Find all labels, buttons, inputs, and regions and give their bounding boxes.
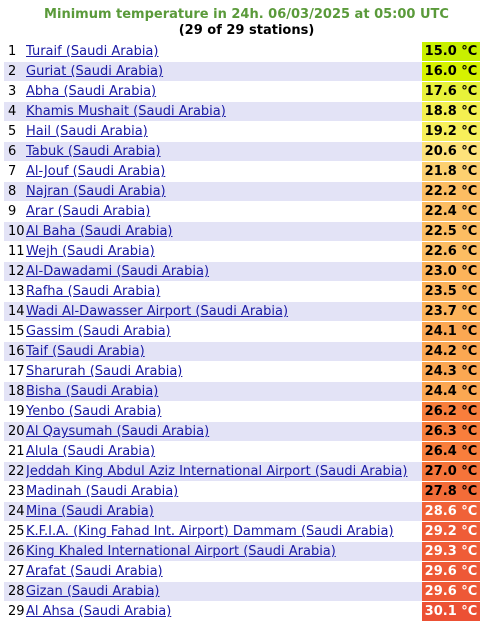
stations-table-body (4, 42, 480, 621)
temperature-cell: 30.1 °C (422, 602, 480, 621)
rank-cell: 11 (4, 242, 26, 261)
station-cell (26, 602, 422, 621)
table-row (4, 342, 480, 361)
rank-cell: 18 (4, 382, 26, 401)
rank-cell: 12 (4, 262, 26, 281)
rank-cell: 7 (4, 162, 26, 181)
temperature-cell: 22.2 °C (422, 182, 480, 201)
station-cell (26, 222, 422, 241)
temperature-cell: 24.3 °C (422, 362, 480, 381)
table-row (4, 542, 480, 561)
station-cell (26, 362, 422, 381)
station-link[interactable]: Madinah (Saudi Arabia) (26, 484, 179, 499)
station-link[interactable]: Taif (Saudi Arabia) (26, 344, 145, 359)
station-cell (26, 122, 422, 141)
temperature-cell: 26.3 °C (422, 422, 480, 441)
table-row (4, 62, 480, 81)
rank-cell: 9 (4, 202, 26, 221)
station-cell (26, 502, 422, 521)
station-link[interactable]: Jeddah King Abdul Aziz International Airport (Saudi Arabia) (26, 464, 408, 479)
rank-cell: 2 (4, 62, 26, 81)
table-row (4, 102, 480, 121)
rank-cell: 14 (4, 302, 26, 321)
temperature-cell: 23.0 °C (422, 262, 480, 281)
temperature-cell: 19.2 °C (422, 122, 480, 141)
station-cell (26, 282, 422, 301)
table-row (4, 382, 480, 401)
temperature-cell: 18.8 °C (422, 102, 480, 121)
station-link[interactable]: Al Baha (Saudi Arabia) (26, 224, 173, 239)
station-link[interactable]: Bisha (Saudi Arabia) (26, 384, 159, 399)
table-row (4, 162, 480, 181)
table-row (4, 82, 480, 101)
station-cell (26, 202, 422, 221)
station-link[interactable]: King Khaled International Airport (Saudi Arabia) (26, 544, 336, 559)
table-row (4, 322, 480, 341)
station-link[interactable]: Tabuk (Saudi Arabia) (26, 144, 161, 159)
rank-cell: 3 (4, 82, 26, 101)
temperature-cell: 28.6 °C (422, 502, 480, 521)
rank-cell: 21 (4, 442, 26, 461)
station-cell (26, 82, 422, 101)
table-row (4, 422, 480, 441)
station-cell (26, 542, 422, 561)
table-row (4, 402, 480, 421)
station-cell (26, 42, 422, 61)
temperature-cell: 20.6 °C (422, 142, 480, 161)
station-cell (26, 242, 422, 261)
station-cell (26, 482, 422, 501)
station-cell (26, 262, 422, 281)
table-row (4, 122, 480, 141)
table-row (4, 262, 480, 281)
table-row (4, 462, 480, 481)
station-link[interactable]: Arafat (Saudi Arabia) (26, 564, 163, 579)
temperature-cell: 26.4 °C (422, 442, 480, 461)
temperature-cell: 17.6 °C (422, 82, 480, 101)
station-link[interactable]: K.F.I.A. (King Fahad Int. Airport) Dammam (Saudi Arabia) (26, 524, 394, 539)
station-link[interactable]: Rafha (Saudi Arabia) (26, 284, 161, 299)
station-link[interactable]: Alula (Saudi Arabia) (26, 444, 156, 459)
table-row (4, 42, 480, 61)
station-cell (26, 422, 422, 441)
station-link[interactable]: Wadi Al-Dawasser Airport (Saudi Arabia) (26, 304, 289, 319)
rank-cell: 15 (4, 322, 26, 341)
station-link[interactable]: Mina (Saudi Arabia) (26, 504, 154, 519)
temperature-cell: 24.2 °C (422, 342, 480, 361)
temperature-cell: 22.4 °C (422, 202, 480, 221)
station-link[interactable]: Al Ahsa (Saudi Arabia) (26, 604, 172, 619)
table-row (4, 562, 480, 581)
temperature-cell: 27.8 °C (422, 482, 480, 501)
rank-cell: 4 (4, 102, 26, 121)
station-link[interactable]: Gizan (Saudi Arabia) (26, 584, 160, 599)
station-cell (26, 162, 422, 181)
station-cell (26, 562, 422, 581)
table-row (4, 502, 480, 521)
rank-cell: 20 (4, 422, 26, 441)
station-link[interactable]: Najran (Saudi Arabia) (26, 184, 166, 199)
station-cell (26, 382, 422, 401)
station-cell (26, 342, 422, 361)
station-link[interactable]: Abha (Saudi Arabia) (26, 84, 157, 99)
temperature-cell: 29.6 °C (422, 562, 480, 581)
temperature-cell: 29.6 °C (422, 582, 480, 601)
rank-cell: 13 (4, 282, 26, 301)
station-link[interactable]: Turaif (Saudi Arabia) (26, 44, 159, 59)
station-cell (26, 442, 422, 461)
temperature-cell: 23.7 °C (422, 302, 480, 321)
rank-cell: 25 (4, 522, 26, 541)
page-title: Minimum temperature in 24h. 06/03/2025 at 05:00 UTC (44, 7, 449, 22)
table-row (4, 482, 480, 501)
rank-cell: 5 (4, 122, 26, 141)
rank-cell: 1 (4, 42, 26, 61)
station-cell (26, 182, 422, 201)
station-cell (26, 302, 422, 321)
table-row (4, 282, 480, 301)
table-row (4, 182, 480, 201)
temperature-cell: 15.0 °C (422, 42, 480, 61)
station-link[interactable]: Al Qaysumah (Saudi Arabia) (26, 424, 210, 439)
rank-cell: 26 (4, 542, 26, 561)
temperature-cell: 24.4 °C (422, 382, 480, 401)
temperature-cell: 29.2 °C (422, 522, 480, 541)
station-cell (26, 142, 422, 161)
rank-cell: 8 (4, 182, 26, 201)
rank-cell: 10 (4, 222, 26, 241)
rank-cell: 23 (4, 482, 26, 501)
station-link[interactable]: Arar (Saudi Arabia) (26, 204, 151, 219)
station-cell (26, 62, 422, 81)
station-link[interactable]: Al-Dawadami (Saudi Arabia) (26, 264, 210, 279)
table-row (4, 302, 480, 321)
temperature-cell: 22.5 °C (422, 222, 480, 241)
temperature-cell: 26.2 °C (422, 402, 480, 421)
table-row (4, 242, 480, 261)
table-row (4, 442, 480, 461)
station-link[interactable]: Sharurah (Saudi Arabia) (26, 364, 183, 379)
temperature-cell: 29.3 °C (422, 542, 480, 561)
station-link[interactable]: Khamis Mushait (Saudi Arabia) (26, 104, 226, 119)
table-row (4, 582, 480, 601)
station-cell (26, 582, 422, 601)
rank-cell: 16 (4, 342, 26, 361)
table-row (4, 222, 480, 241)
station-cell (26, 322, 422, 341)
table-row (4, 142, 480, 161)
station-link[interactable]: Al-Jouf (Saudi Arabia) (26, 164, 166, 179)
table-row (4, 362, 480, 381)
station-link[interactable]: Yenbo (Saudi Arabia) (26, 404, 162, 419)
rank-cell: 24 (4, 502, 26, 521)
station-link[interactable]: Gassim (Saudi Arabia) (26, 324, 171, 339)
temperature-cell: 24.1 °C (422, 322, 480, 341)
station-cell (26, 402, 422, 421)
temperature-cell: 16.0 °C (422, 62, 480, 81)
rank-cell: 19 (4, 402, 26, 421)
station-count: (29 of 29 stations) (178, 23, 315, 38)
rank-cell: 27 (4, 562, 26, 581)
table-row (4, 522, 480, 541)
rank-cell: 17 (4, 362, 26, 381)
station-link[interactable]: Wejh (Saudi Arabia) (26, 244, 155, 259)
station-link[interactable]: Hail (Saudi Arabia) (26, 124, 148, 139)
rank-cell: 29 (4, 602, 26, 621)
station-cell (26, 522, 422, 541)
rank-cell: 6 (4, 142, 26, 161)
rank-cell: 28 (4, 582, 26, 601)
stations-table (4, 41, 480, 622)
station-cell (26, 462, 422, 481)
rank-cell: 22 (4, 462, 26, 481)
temperature-cell: 22.6 °C (422, 242, 480, 261)
station-link[interactable]: Guriat (Saudi Arabia) (26, 64, 164, 79)
table-row (4, 202, 480, 221)
temperature-cell: 27.0 °C (422, 462, 480, 481)
temperature-cell: 21.8 °C (422, 162, 480, 181)
temperature-cell: 23.5 °C (422, 282, 480, 301)
station-cell (26, 102, 422, 121)
table-row (4, 602, 480, 621)
